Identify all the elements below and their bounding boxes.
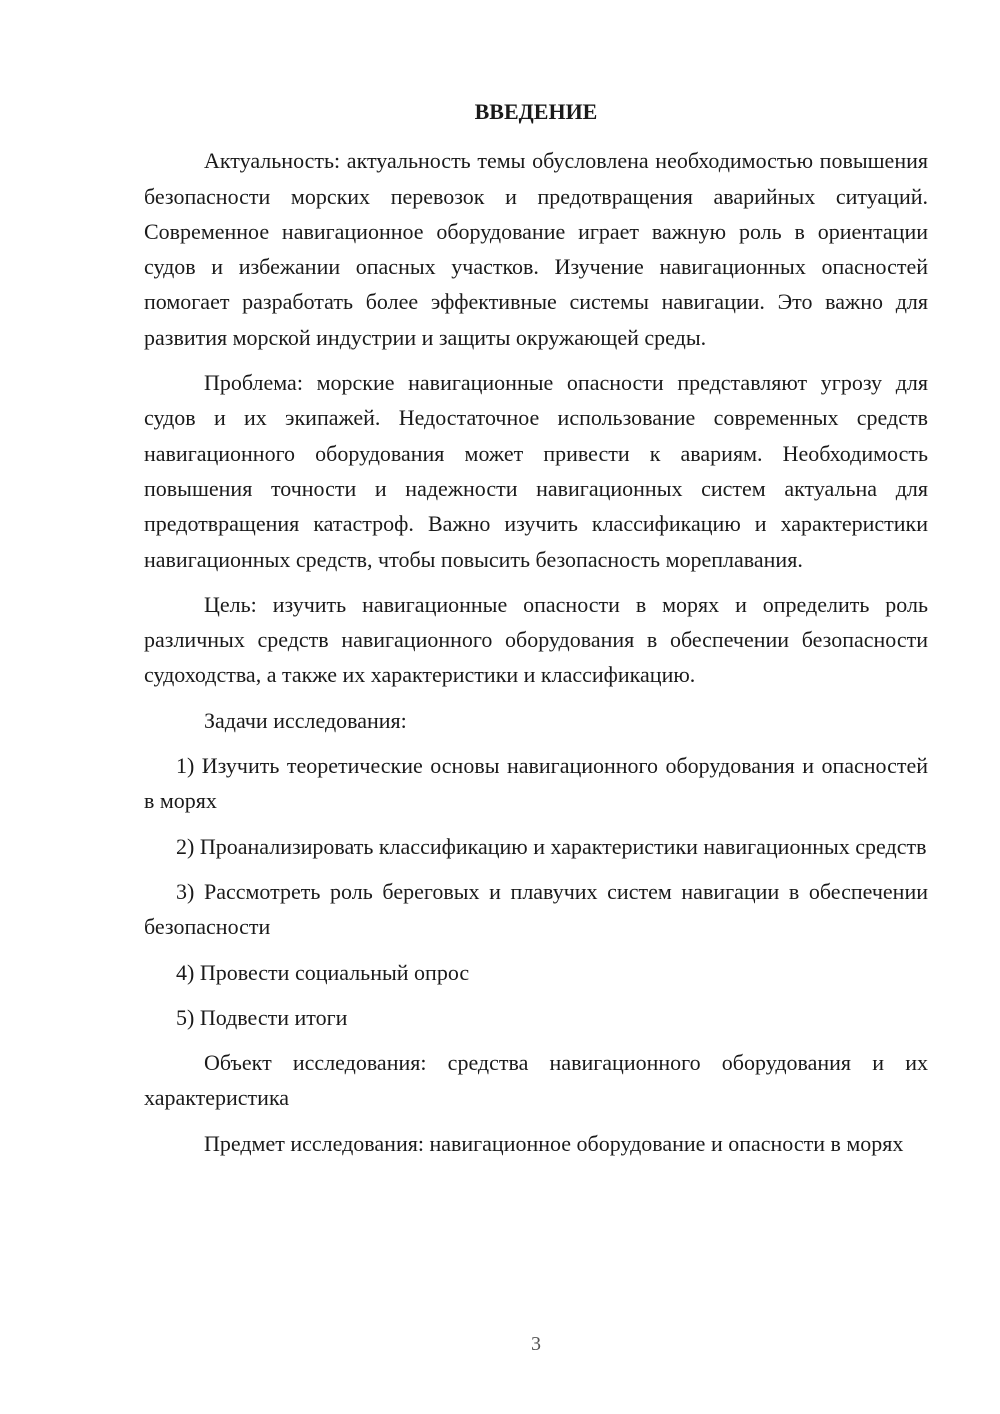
page-number: 3 — [531, 1333, 541, 1355]
page-content — [144, 94, 928, 1171]
task-item: 4) Провести социальный опрос — [176, 959, 470, 985]
paragraph-object: Объект исследования: средства навигационного оборудования и их характеристика — [144, 1050, 928, 1111]
paragraph-goal: Цель: изучить навигационные опасности в морях и определить роль различных средств навигационного оборудования в обеспечении безопасности судоходства, а также их характеристики и классификацию. — [144, 591, 928, 688]
page-title: ВВЕДЕНИЕ — [474, 99, 598, 124]
task-item: 2) Проанализировать классификацию и характеристики навигационных средств — [176, 833, 927, 859]
task-item: 1) Изучить теоретические основы навигационного оборудования и опасностей в морях — [144, 753, 928, 814]
task-item: 5) Подвести итоги — [176, 1004, 348, 1030]
paragraph-problem: Проблема: морские навигационные опасности представляют угрозу для судов и их экипажей. Недостаточное использование современных средств навигационного оборудования может привести к авариям. Необходимость повышения точности и надежности навигационных систем актуальна для предотвращения катастроф. Важно изучить классификацию и характеристики навигационных средств, чтобы повысить безопасность мореплавания. — [144, 370, 928, 572]
paragraph-subject: Предмет исследования: навигационное оборудование и опасности в морях — [204, 1130, 904, 1156]
task-item: 3) Рассмотреть роль береговых и плавучих систем навигации в обеспечении безопасности — [144, 878, 928, 940]
paragraph-relevance: Актуальность: актуальность темы обусловлена необходимостью повышения безопасности морских перевозок и предотвращения аварийных ситуаций. Современное навигационное оборудование играет важную роль в ориентации судов и избежании опасных участков. Изучение навигационных опасностей помогает разработать более эффективные системы навигации. Это важно для развития морской индустрии и защиты окружающей среды. — [144, 148, 928, 350]
tasks-heading: Задачи исследования: — [204, 707, 407, 733]
